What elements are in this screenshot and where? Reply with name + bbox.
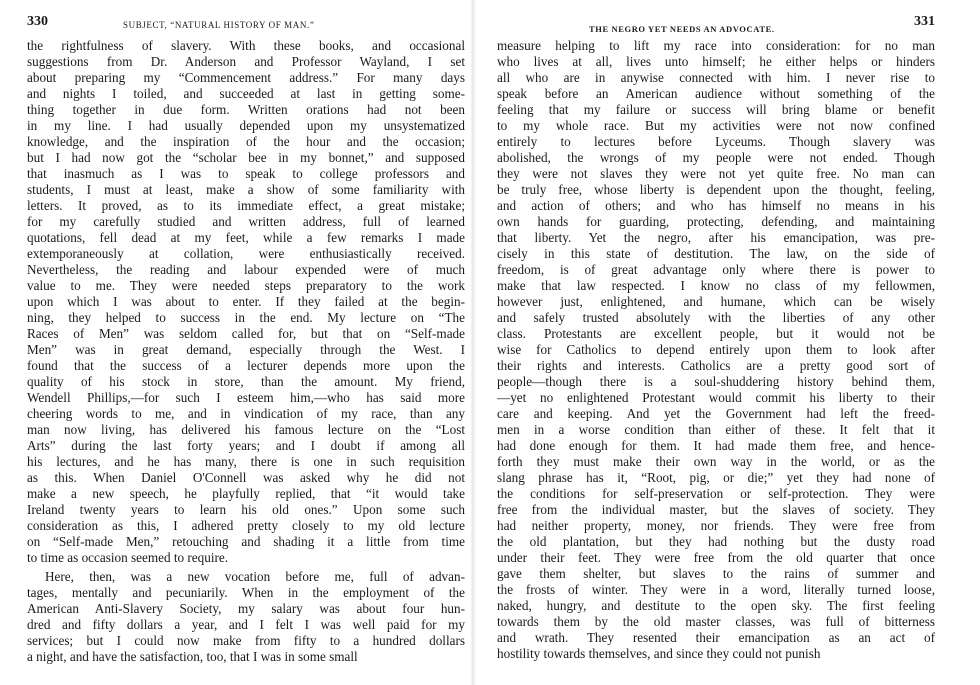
left-running-head [27,14,465,38]
text-line: cisely in this state of destitution. The law, on the side of [497,246,935,261]
left-page-number: 330 [27,14,48,29]
text-line: had done enough for them. It had made them free, and hence- [497,438,935,453]
text-line: Nevertheless, the reading and labour expended were of much [27,262,465,277]
text-line: that liberty. Yet the negro, after his emancipation, was pre- [497,230,935,245]
text-line: cheering words to me, and in vindication of my race, than any [27,406,465,421]
text-line: the conditions for self-preservation or self-protection. They were [497,486,935,501]
text-line: Arts” during the last forty years; and I doubt if among all [27,438,465,453]
text-line: in my line. I had usually depended upon my unsystematized [27,118,465,133]
text-line: all who are in anywise connected with him. I never rise to [497,70,935,85]
text-line: quotations, fell dead at my feet, while a few remarks I made [27,230,465,245]
text-line: men in a worse condition than either of these. It felt that it [497,422,935,437]
text-line: wise for Catholics to depend entirely upon them to look after [497,342,935,357]
text-line: and nights I toiled, and succeeded at last in getting some- [27,86,465,101]
text-line: Ireland twenty years to learn his old ones.” Upon some such [27,502,465,517]
text-line: that inasmuch as I was to speak to college professors and [27,166,465,181]
text-line: and action of others; and who has himself no means in his [497,198,935,213]
right-page-text [497,38,935,662]
text-line: Races of Men” was seldom called for, but that on “Self-made [27,326,465,341]
text-line: people—though there is a soul-shuddering history behind them, [497,374,935,389]
text-line: slang phrase has it, “Root, pig, or die;” yet they had none of [497,470,935,485]
text-line: they were not slaves they were not yet quite free. No man can [497,166,935,181]
text-line: —yet no enlightened Protestant would commit his liberty to their [497,390,935,405]
text-line: measure helping to lift my race into consideration: for no man [497,38,935,53]
text-line: the old plantation, but they had nothing but the dusty road [497,534,935,549]
text-line: towards them by the old master classes, was full of bitterness [497,614,935,629]
text-line: speak before an American audience without something of the [497,86,935,101]
right-running-head-title: THE NEGRO YET NEEDS AN ADVOCATE. [589,24,775,34]
text-line: naked, hungry, and destitute to the open sky. The first feeling [497,598,935,613]
text-line: freedom, is of great advantage only where there is power to [497,262,935,277]
text-line: who lives at all, lives unto himself; he either helps or hinders [497,54,935,69]
text-line: and safely trusted absolutely with the liberties of any other [497,310,935,325]
text-line: free from the individual master, but the slaves of society. They [497,502,935,517]
text-line: his lectures, and he has many, there is one in such requisition [27,454,465,469]
text-line: on “Self-made Men,” retouching and shading it a little from time [27,534,465,549]
right-page [497,14,935,662]
text-line: ning, they helped to success in the end. My lecture on “The [27,310,465,325]
text-line: and wrath. They resented their emancipation as an act of [497,630,935,645]
text-line: but I had now got the “scholar bee in my bonnet,” and supposed [27,150,465,165]
text-line: tages, mentally and pecuniarily. When in the employment of the [27,585,465,600]
text-line: services; but I could now make from fifty to a hundred dollars [27,633,465,648]
left-running-head-title: SUBJECT, “NATURAL HISTORY OF MAN.” [123,20,315,30]
text-line: thing together in due form. Written orations had not been [27,102,465,117]
text-line: own hands for guarding, protecting, defending, and maintaining [497,214,935,229]
text-line: about preparing my “Commencement address.” For many days [27,70,465,85]
text-line: Men” was in great demand, especially through the West. I [27,342,465,357]
text-line: Here, then, was a new vocation before me, full of advan- [45,569,465,584]
text-line: as this. When Daniel O'Connell was asked why he did not [27,470,465,485]
right-page-number: 331 [914,14,935,29]
text-line: knowledge, and the inspiration of the hour and the occasion; [27,134,465,149]
text-line: letters. It proved, as to its immediate effect, a great mistake; [27,198,465,213]
text-line: make that law respected. I know no class of my fellowmen, [497,278,935,293]
text-line: gave them shelter, but slaves to the rains of summer and [497,566,935,581]
text-line: extemporaneously at collation, were enthusiastically received. [27,246,465,261]
text-line: a night, and have the satisfaction, too, that I was in some small [27,649,358,664]
text-line: upon which I was about to enter. If they failed at the begin- [27,294,465,309]
text-line: for my carefully studied and written address, full of learned [27,214,465,229]
text-line: American Anti-Slavery Society, my salary was about four hun- [27,601,465,616]
text-line: suggestions from Dr. Anderson and Professor Wayland, I set [27,54,465,69]
text-line: the frosts of winter. They were in a word, literally turned loose, [497,582,935,597]
text-line: abolished, the wrongs of my people were not ended. Though [497,150,935,165]
text-line: care and keeping. And yet the Government had left the freed- [497,406,935,421]
text-line: man now living, has delivered his famous lecture on the “Lost [27,422,465,437]
text-line: feeling that my failure or success will bring blame or benefit [497,102,935,117]
text-line: their rights and interests. Catholics are a pretty good sort of [497,358,935,373]
text-line: had neither property, money, nor friends. They were free from [497,518,935,533]
text-line: dred and fifty dollars a year, and I felt I was well paid for my [27,617,465,632]
text-line: Wendell Phillips,—for such I esteem him,—who has said more [27,390,465,405]
text-line: however just, enlightened, and humane, which can be wisely [497,294,935,309]
text-line: under their feet. They were free from the old quarter that once [497,550,935,565]
text-line: found that the success of a lecturer depends more upon the [27,358,465,373]
left-page-text [27,38,465,665]
left-page [27,14,465,665]
book-gutter [470,0,476,685]
text-line: value to me. They were needed steps preparatory to the work [27,278,465,293]
text-line: quality of his stock in store, than the amount. My friend, [27,374,465,389]
text-line: to my whole race. But my activities were not now confined [497,118,935,133]
right-running-head [497,14,935,38]
text-line: class. Protestants are excellent people, but it would not be [497,326,935,341]
text-line: entirely to lectures before Lyceums. Though slavery was [497,134,935,149]
text-line: the rightfulness of slavery. With these books, and occasional [27,38,465,53]
text-line: make a new speech, he playfully replied, that “it would take [27,486,465,501]
text-line: hostility towards themselves, and since they could not punish [497,646,821,661]
text-line: forth they must make their own way in the world, or as the [497,454,935,469]
text-line: to time as occasion seemed to require. [27,550,229,565]
text-line: be truly free, whose liberty is dependent upon the thought, feeling, [497,182,935,197]
text-line: consideration as this, I adhered pretty closely to my old lecture [27,518,465,533]
text-line: students, I must at least, make a show of some familiarity with [27,182,465,197]
